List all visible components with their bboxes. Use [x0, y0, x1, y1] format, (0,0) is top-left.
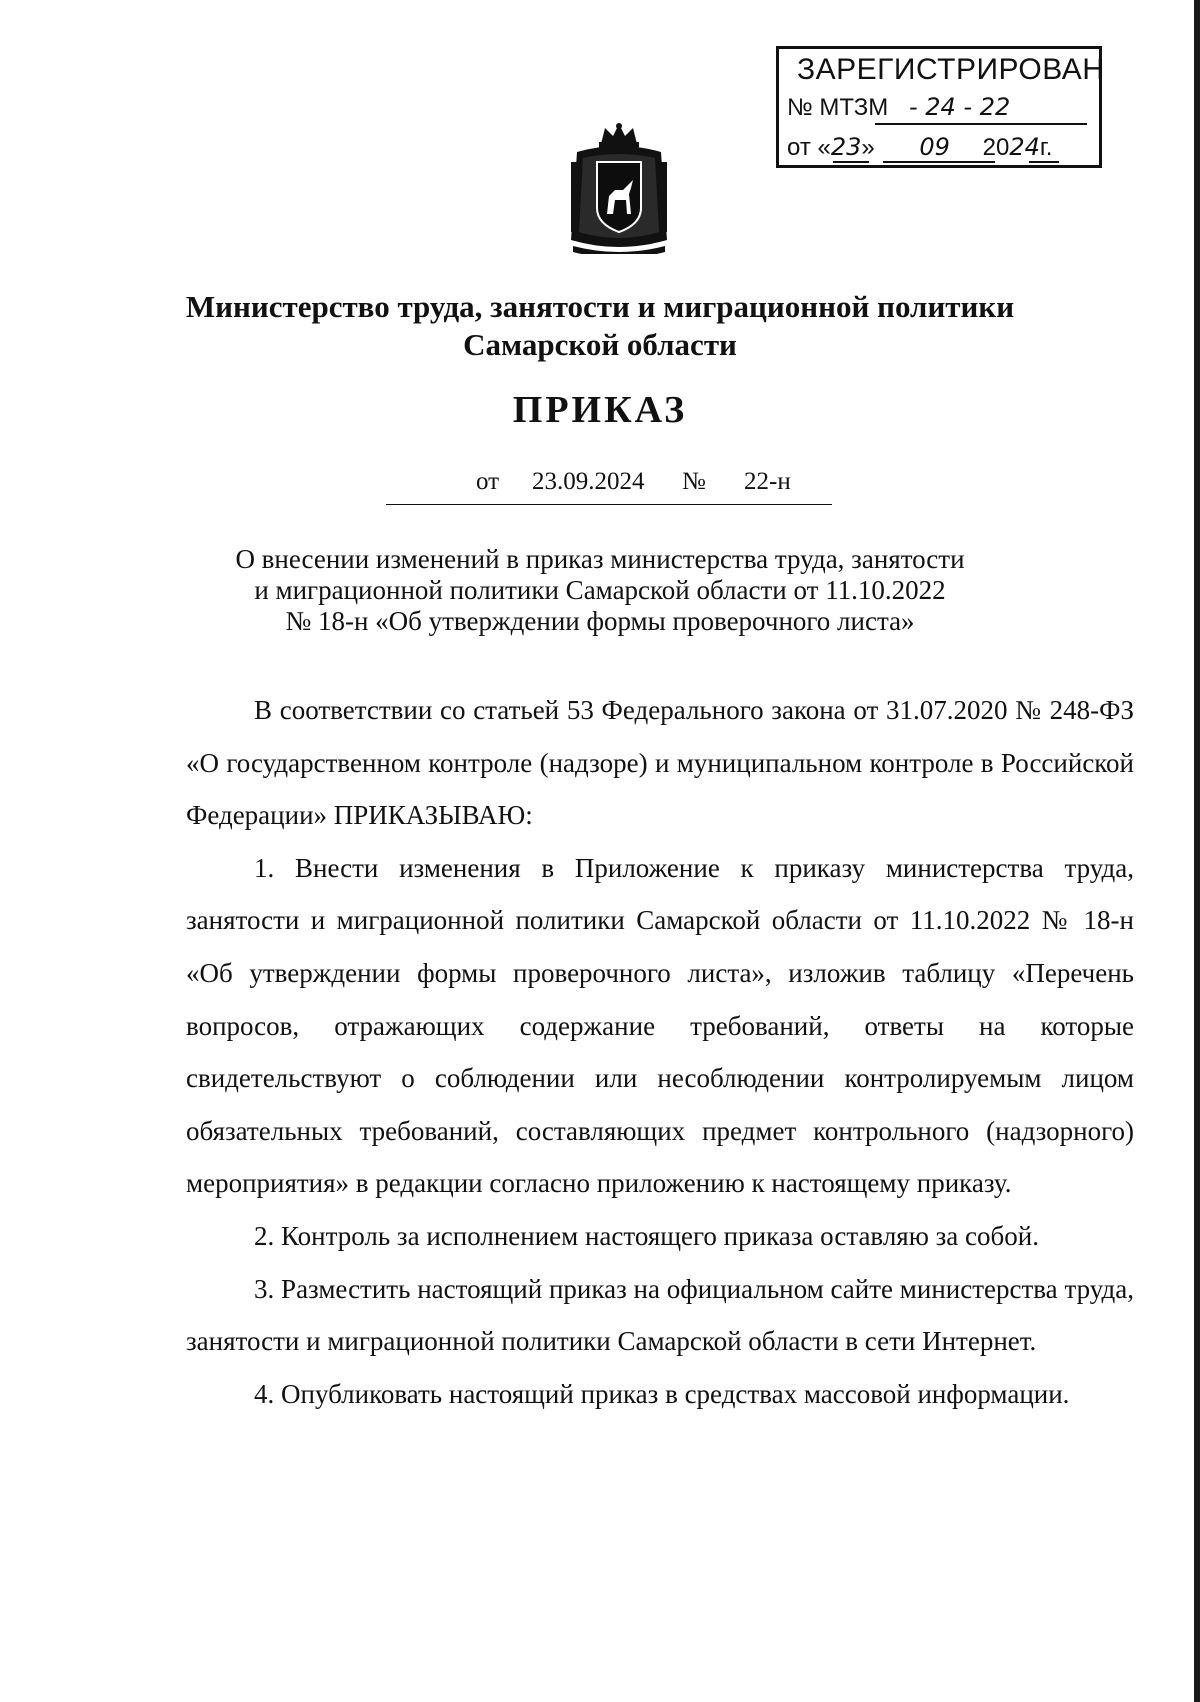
- order-number: 22-н: [744, 468, 791, 495]
- subject-line-1: О внесении изменений в приказ министерства труда, занятости: [235, 544, 965, 574]
- item-2-paragraph: 2. Контроль за исполнением настоящего приказа оставляю за собой.: [254, 1220, 1039, 1251]
- stamp-date-day: 23: [830, 133, 862, 161]
- preamble-paragraph: В соответствии со статьей 53 Федерального закона от 31.07.2020 № 248-ФЗ «О государственном контроле (надзоре) и муниципальном контроле в Российской Федерации» ПРИКАЗЫВАЮ:: [186, 695, 1134, 831]
- ministry-line-2: Самарской области: [463, 327, 737, 362]
- stamp-date-year-suffix: 24: [1009, 133, 1040, 161]
- stamp-date-end: г.: [1039, 134, 1053, 161]
- subject-line-2: и миграционной политики Самарской области от 11.10.2022: [254, 575, 946, 605]
- stamp-date-mid: »: [861, 134, 875, 161]
- document-type: ПРИКАЗ: [512, 389, 688, 431]
- item-3-paragraph: 3. Разместить настоящий приказ на официальном сайте министерства труда, занятости и миграционной политики Самарской области в сети Интернет.: [186, 1273, 1134, 1357]
- stamp-date-line: [787, 133, 1052, 162]
- stamp-date-prefix: от «: [787, 134, 831, 161]
- stamp-number-line: [787, 93, 1010, 122]
- stamp-number-handwritten: - 24 - 22: [908, 93, 1011, 121]
- order-from-label: от: [476, 468, 500, 495]
- stamp-date-year-prefix: 20: [982, 134, 1010, 161]
- order-body: [186, 684, 1134, 1420]
- registration-stamp: [776, 46, 1105, 168]
- stamp-number-prefix: № МТЗМ: [787, 94, 889, 121]
- ministry-line-1: Министерство труда, занятости и миграционной политики: [185, 289, 1015, 324]
- order-date-number: [386, 468, 832, 505]
- item-1-paragraph: 1. Внести изменения в Приложение к приказу министерства труда, занятости и миграционной политики Самарской области от 11.10.2022 № 18-н «Об утверждении формы проверочного листа», изложив таблицу «Перечень вопросов, отражающих содержание требований, ответы на которые свидетельствуют о соблюдении или несоблюдении контролируемым лицом обязательных требований, составляющих предмет контрольного (надзорного) мероприятия» в редакции согласно приложению к настоящему приказу.: [186, 852, 1134, 1199]
- subject-line-3: № 18-н «Об утверждении формы проверочного листа»: [285, 606, 915, 636]
- order-number-label: №: [682, 468, 706, 495]
- order-subject: [0, 544, 1200, 637]
- order-date: 23.09.2024: [532, 468, 645, 495]
- stamp-date-month: 09: [919, 133, 950, 161]
- item-4-paragraph: 4. Опубликовать настоящий приказ в средствах массовой информации.: [254, 1378, 1070, 1409]
- coat-of-arms-samara-icon: [563, 122, 675, 254]
- stamp-title: ЗАРЕГИСТРИРОВАН: [797, 53, 1105, 86]
- ministry-name: [0, 288, 1200, 364]
- scan-edge: [1194, 0, 1200, 1702]
